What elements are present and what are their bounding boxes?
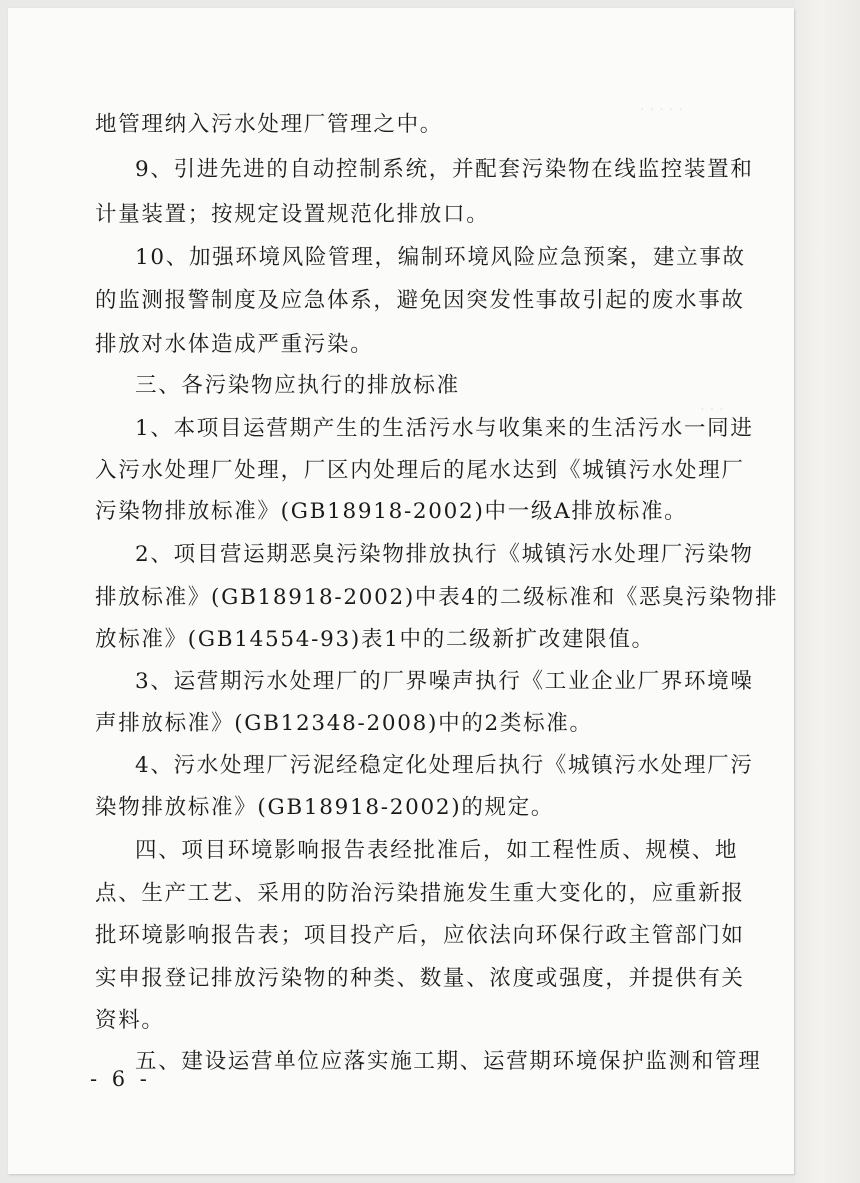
text-line: 实申报登记排放污染物的种类、数量、浓度或强度，并提供有关 xyxy=(95,966,745,991)
text-line: 声排放标准》(GB12348-2008)中的2类标准。 xyxy=(95,711,593,736)
bleed-through: · · · · · xyxy=(640,100,683,118)
text-line: 3、运营期污水处理厂的厂界噪声执行《工业企业厂界环境噪 xyxy=(135,669,754,694)
text-line: 入污水处理厂处理，厂区内处理后的尾水达到《城镇污水处理厂 xyxy=(95,458,745,483)
text-line: 批环境影响报告表；项目投产后，应依法向环保行政主管部门如 xyxy=(95,923,745,948)
bleed-through: · · · xyxy=(700,400,724,418)
section-paragraph: 五、建设运营单位应落实施工期、运营期环境保护监测和管理 xyxy=(135,1049,762,1074)
text-line: 2、项目营运期恶臭污染物排放执行《城镇污水处理厂污染物 xyxy=(135,542,754,567)
page-number: - 6 - xyxy=(90,1067,151,1091)
text-line: 的监测报警制度及应急体系，避免因突发性事故引起的废水事故 xyxy=(95,288,745,313)
text-line: 9、引进先进的自动控制系统，并配套污染物在线监控装置和 xyxy=(135,157,754,182)
section-paragraph: 四、项目环境影响报告表经批准后，如工程性质、规模、地 xyxy=(135,838,739,863)
text-line: 染物排放标准》(GB18918-2002)的规定。 xyxy=(95,795,555,820)
adjacent-page-edge xyxy=(794,0,860,1183)
text-line: 排放对水体造成严重污染。 xyxy=(95,332,374,357)
text-line: 4、污水处理厂污泥经稳定化处理后执行《城镇污水处理厂污 xyxy=(135,753,754,778)
text-line: 放标准》(GB14554-93)表1中的二级新扩改建限值。 xyxy=(95,627,655,652)
text-line: 地管理纳入污水处理厂管理之中。 xyxy=(95,112,444,137)
text-line: 点、生产工艺、采用的防治污染措施发生重大变化的，应重新报 xyxy=(95,881,745,906)
text-line: 计量装置；按规定设置规范化排放口。 xyxy=(95,202,490,227)
text-line: 污染物排放标准》(GB18918-2002)中一级A排放标准。 xyxy=(95,499,688,524)
text-line: 资料。 xyxy=(95,1008,165,1033)
text-line: 1、本项目运营期产生的生活污水与收集来的生活污水一同进 xyxy=(135,416,754,441)
text-line: 排放标准》(GB18918-2002)中表4的二级标准和《恶臭污染物排 xyxy=(95,585,779,610)
text-line: 10、加强环境风险管理，编制环境风险应急预案，建立事故 xyxy=(135,245,746,270)
section-heading: 三、各污染物应执行的排放标准 xyxy=(135,373,460,398)
